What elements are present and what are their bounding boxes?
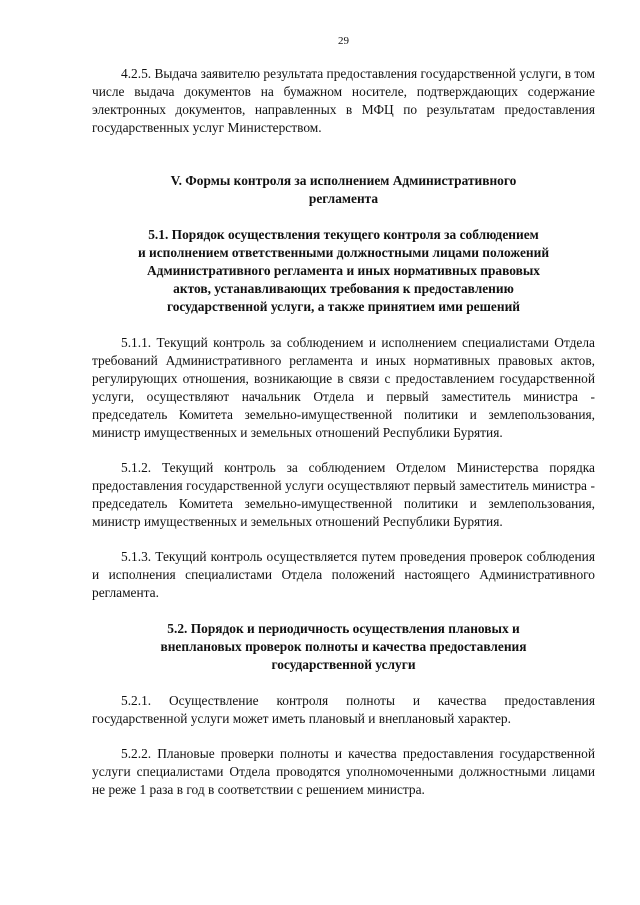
section-5-2-heading-line: государственной услуги	[271, 657, 416, 672]
paragraph-5-2-1: 5.2.1. Осуществление контроля полноты и качества предоставления государственной услуги может иметь плановый и внеплановый характер.	[92, 693, 595, 726]
section-5-1-heading-line: 5.1. Порядок осуществления текущего контроля за соблюдением	[148, 227, 539, 242]
section-5-2-heading-line: 5.2. Порядок и периодичность осуществления плановых и	[167, 621, 520, 636]
section-v-heading-line: регламента	[308, 191, 379, 206]
paragraph-5-2-2: 5.2.2. Плановые проверки полноты и качества предоставления государственной услуги специалистами Отдела проводятся уполномоченными должностными лицами не реже 1 раза в год в соответствии с решением министра.	[92, 746, 595, 797]
section-5-2-heading	[92, 620, 595, 674]
section-5-1-heading-line: актов, устанавливающих требования к предоставлению	[173, 281, 514, 296]
paragraph-5-1-2: 5.1.2. Текущий контроль за соблюдением Отделом Министерства порядка предоставления государственной услуги осуществляют первый заместитель министра - председатель Комитета земельно-имущественной политики и землепользования, министр имущественных и земельных отношений Республики Бурятия.	[92, 460, 595, 529]
section-v-heading-line: V. Формы контроля за исполнением Административного	[170, 173, 517, 188]
section-5-2-heading-line: внеплановых проверок полноты и качества предоставления	[160, 639, 527, 654]
section-5-1-heading-line: Административного регламента и иных нормативных правовых	[147, 263, 540, 278]
section-5-1-heading-line: и исполнением ответственными должностными лицами положений	[137, 245, 550, 260]
paragraph-5-1-3: 5.1.3. Текущий контроль осуществляется путем проведения проверок соблюдения и исполнения специалистами Отдела положений настоящего Административного регламента.	[92, 549, 595, 600]
paragraph-4-2-5: 4.2.5. Выдача заявителю результата предоставления государственной услуги, в том числе выдача документов на бумажном носителе, подтверждающих содержание электронных документов, направленных в МФЦ по результатам предоставления государственных услуг Министерством.	[92, 66, 595, 135]
section-5-1-heading	[92, 226, 595, 316]
section-v-heading	[92, 172, 595, 208]
section-5-1-heading-line: государственной услуги, а также принятием ими решений	[166, 299, 521, 314]
page-number: 29	[338, 35, 349, 47]
document-page	[92, 34, 595, 799]
paragraph-5-1-1: 5.1.1. Текущий контроль за соблюдением и исполнением специалистами Отдела требований Административного регламента и иных нормативных правовых актов, регулирующих отношения, возникающие в связи с предоставлением государственной услуги, осуществляют начальник Отдела и первый заместитель министра - председатель Комитета земельно-имущественной политики и землепользования, министр имущественных и земельных отношений Республики Бурятия.	[92, 335, 595, 440]
